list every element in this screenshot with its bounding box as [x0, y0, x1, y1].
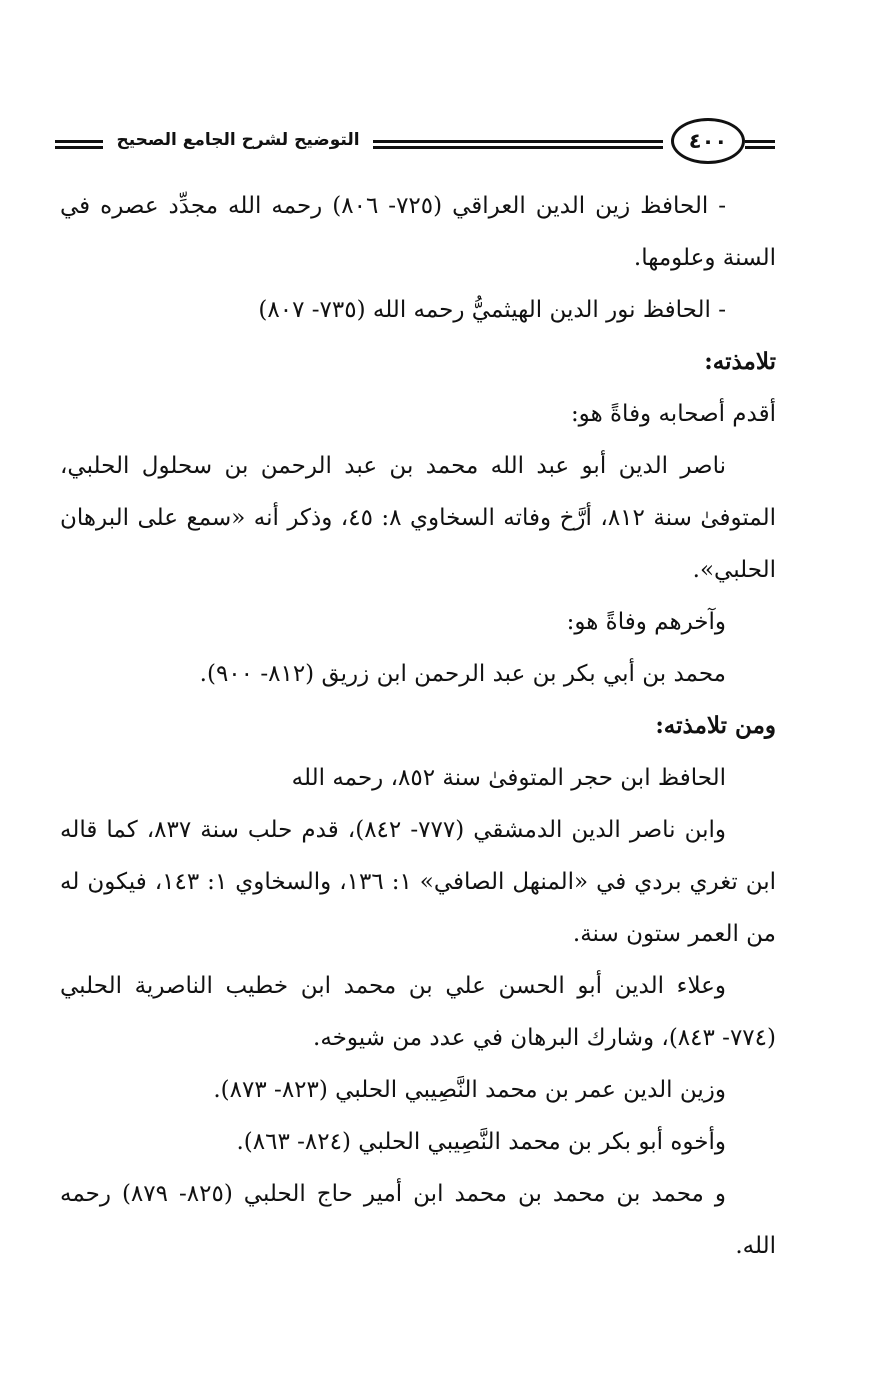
- paragraph-ibn-khatib-al-nasiriyya: وعلاء الدين أبو الحسن علي بن محمد ابن خطيب الناصرية الحلبي (٧٧٤- ٨٤٣)، وشارك البرهان في عدد من شيوخه.: [60, 973, 776, 1051]
- paragraph-ibn-zurayq: محمد بن أبي بكر بن عبد الرحمن ابن زريق (٨١٢- ٩٠٠).: [199, 661, 726, 687]
- header-rule-left: [55, 140, 103, 149]
- paragraph-latest-death: وآخرهم وفاةً هو:: [566, 609, 726, 635]
- page-header: [55, 118, 775, 168]
- paragraph-ibn-sahlul: ناصر الدين أبو عبد الله محمد بن عبد الرحمن بن سحلول الحلبي، المتوفىٰ سنة ٨١٢، أرَّخ وفاته السخاوي ٨: ٤٥، وذكر أنه «سمع على البرهان الحلبي».: [60, 453, 776, 583]
- page-number: ٤٠٠: [671, 118, 745, 164]
- paragraph-iraqi: - الحافظ زين الدين العراقي (٧٢٥- ٨٠٦) رحمه الله مجدِّد عصره في السنة وعلومها.: [60, 193, 776, 271]
- paragraph-ibn-hajar: الحافظ ابن حجر المتوفىٰ سنة ٨٥٢، رحمه الله: [291, 765, 726, 791]
- paragraph-ibn-nasir-al-din: وابن ناصر الدين الدمشقي (٧٧٧- ٨٤٢)، قدم حلب سنة ٨٣٧، كما قاله ابن تغري بردي في «المنهل الصافي» ١: ١٣٦، والسخاوي ١: ١٤٣، فيكون له من العمر ستون سنة.: [60, 817, 777, 947]
- paragraph-haythami: - الحافظ نور الدين الهيثميُّ رحمه الله (٧٣٥- ٨٠٧): [258, 297, 726, 323]
- heading-students: تلامذته:: [704, 348, 776, 375]
- header-rule-middle: [373, 140, 663, 149]
- paragraph-ibn-amir-hajj: و محمد بن محمد بن محمد ابن أمير حاج الحلبي (٨٢٥- ٨٧٩) رحمه الله.: [60, 1181, 776, 1259]
- heading-among-students: ومن تلامذته:: [655, 712, 776, 739]
- paragraph-zayn-al-din-umar: وزين الدين عمر بن محمد النَّصِيبي الحلبي (٨٢٣- ٨٧٣).: [213, 1077, 726, 1103]
- paragraph-abu-bakr: وأخوه أبو بكر بن محمد النَّصِيبي الحلبي (٨٢٤- ٨٦٣).: [236, 1129, 726, 1155]
- page-body: [60, 180, 776, 1272]
- running-title: التوضيح لشرح الجامع الصحيح: [116, 130, 360, 150]
- paragraph-earliest-death: أقدم أصحابه وفاةً هو:: [570, 401, 776, 427]
- header-rule-right: [745, 140, 775, 149]
